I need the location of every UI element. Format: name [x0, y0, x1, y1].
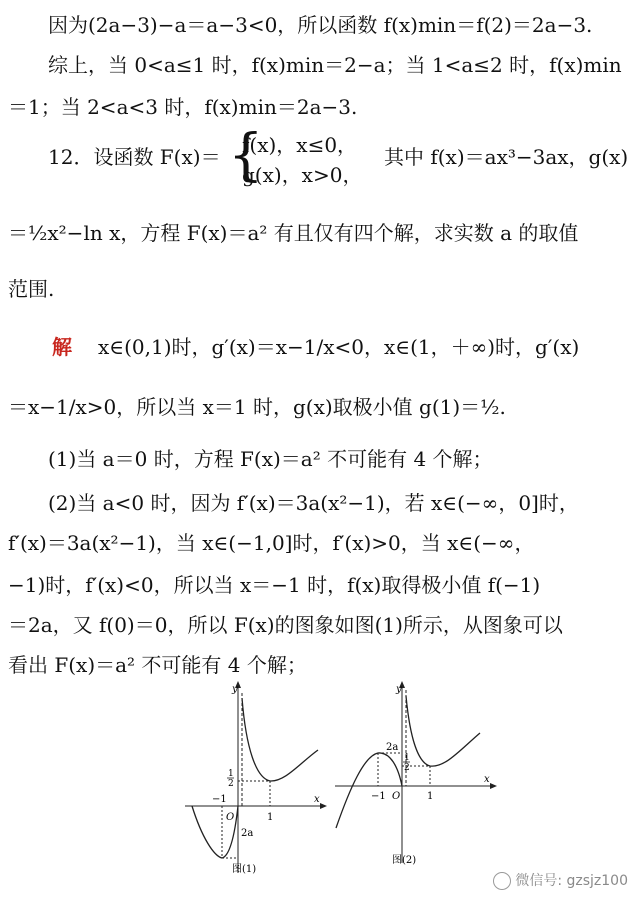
wechat-icon — [493, 872, 511, 890]
figure-1 — [180, 678, 330, 878]
text-line-9: (1)当 a＝0 时，方程 F(x)＝a² 不可能有 4 个解； — [48, 447, 493, 471]
text-line-1: 因为(2a−3)−a＝a−3<0，所以函数 f(x)min＝f(2)＝2a−3. — [48, 13, 593, 37]
text-line-11: f′(x)＝3a(x²−1)，当 x∈(−1,0]时，f′(x)>0，当 x∈(−∞， — [8, 531, 535, 555]
fig2-high-label: 2a — [386, 742, 399, 753]
fig1-caption: 图(1) — [232, 864, 257, 875]
text-line-2: 综上，当 0<a≤1 时，f(x)min＝2−a；当 1<a≤2 时，f(x)min — [48, 53, 622, 77]
text-line-14: 看出 F(x)＝a² 不可能有 4 个解； — [8, 653, 307, 677]
fig2-half-den: 2 — [404, 763, 410, 773]
piecewise-definition — [228, 123, 398, 188]
fig1-low-label: 2a — [241, 828, 254, 839]
fig1-half-num: 1 — [228, 769, 234, 779]
text-line-8: ＝x−1/x>0，所以当 x＝1 时，g(x)取极小值 g(1)＝½. — [8, 395, 506, 419]
fig2-half-num: 1 — [404, 753, 410, 763]
watermark-text: 微信号: gzsjz100 — [515, 873, 628, 889]
text-line-6: 范围. — [8, 277, 55, 301]
text-line-13: ＝2a，又 f(0)＝0，所以 F(x)的图象如图(1)所示，从图象可以 — [8, 613, 563, 637]
problem-12-prefix: 12．设函数 F(x)＝ — [48, 145, 221, 169]
text-line-5: ＝½x²−ln x，方程 F(x)＝a² 有且仅有四个解，求实数 a 的取值 — [8, 221, 579, 245]
case-2: g(x)，x>0， — [242, 163, 363, 187]
fig2-origin: O — [392, 791, 401, 802]
fig2-y-label: y — [396, 684, 402, 695]
solution-label: 解 — [52, 335, 72, 359]
problem-12-suffix: 其中 f(x)＝ax³−3ax，g(x) — [384, 145, 629, 169]
fig1-origin: O — [226, 812, 235, 823]
text-line-3: ＝1；当 2<a<3 时，f(x)min＝2a−3. — [8, 95, 358, 119]
figure-2 — [330, 678, 500, 878]
fig2-one-label: 1 — [427, 791, 434, 802]
text-line-7: x∈(0,1)时，g′(x)＝x−1/x<0，x∈(1，＋∞)时，g′(x) — [98, 335, 580, 359]
fig2-caption: 图(2) — [392, 855, 417, 866]
fig1-half-den: 2 — [228, 779, 234, 789]
text-line-12: −1)时，f′(x)<0，所以当 x＝−1 时，f(x)取得极小值 f(−1) — [8, 573, 541, 597]
fig2-x-label: x — [484, 774, 490, 785]
fig1-y-label: y — [232, 684, 238, 695]
case-1: f(x)，x≤0， — [242, 133, 358, 157]
watermark — [493, 870, 628, 890]
fig2-neg1-label: −1 — [371, 791, 386, 802]
text-line-10: (2)当 a<0 时，因为 f′(x)＝3a(x²−1)，若 x∈(−∞，0]时， — [48, 491, 579, 515]
left-brace: { — [228, 123, 264, 188]
fig1-one-label: 1 — [267, 812, 274, 823]
fig1-x-label: x — [314, 794, 320, 805]
fig1-neg1-label: −1 — [212, 794, 227, 805]
